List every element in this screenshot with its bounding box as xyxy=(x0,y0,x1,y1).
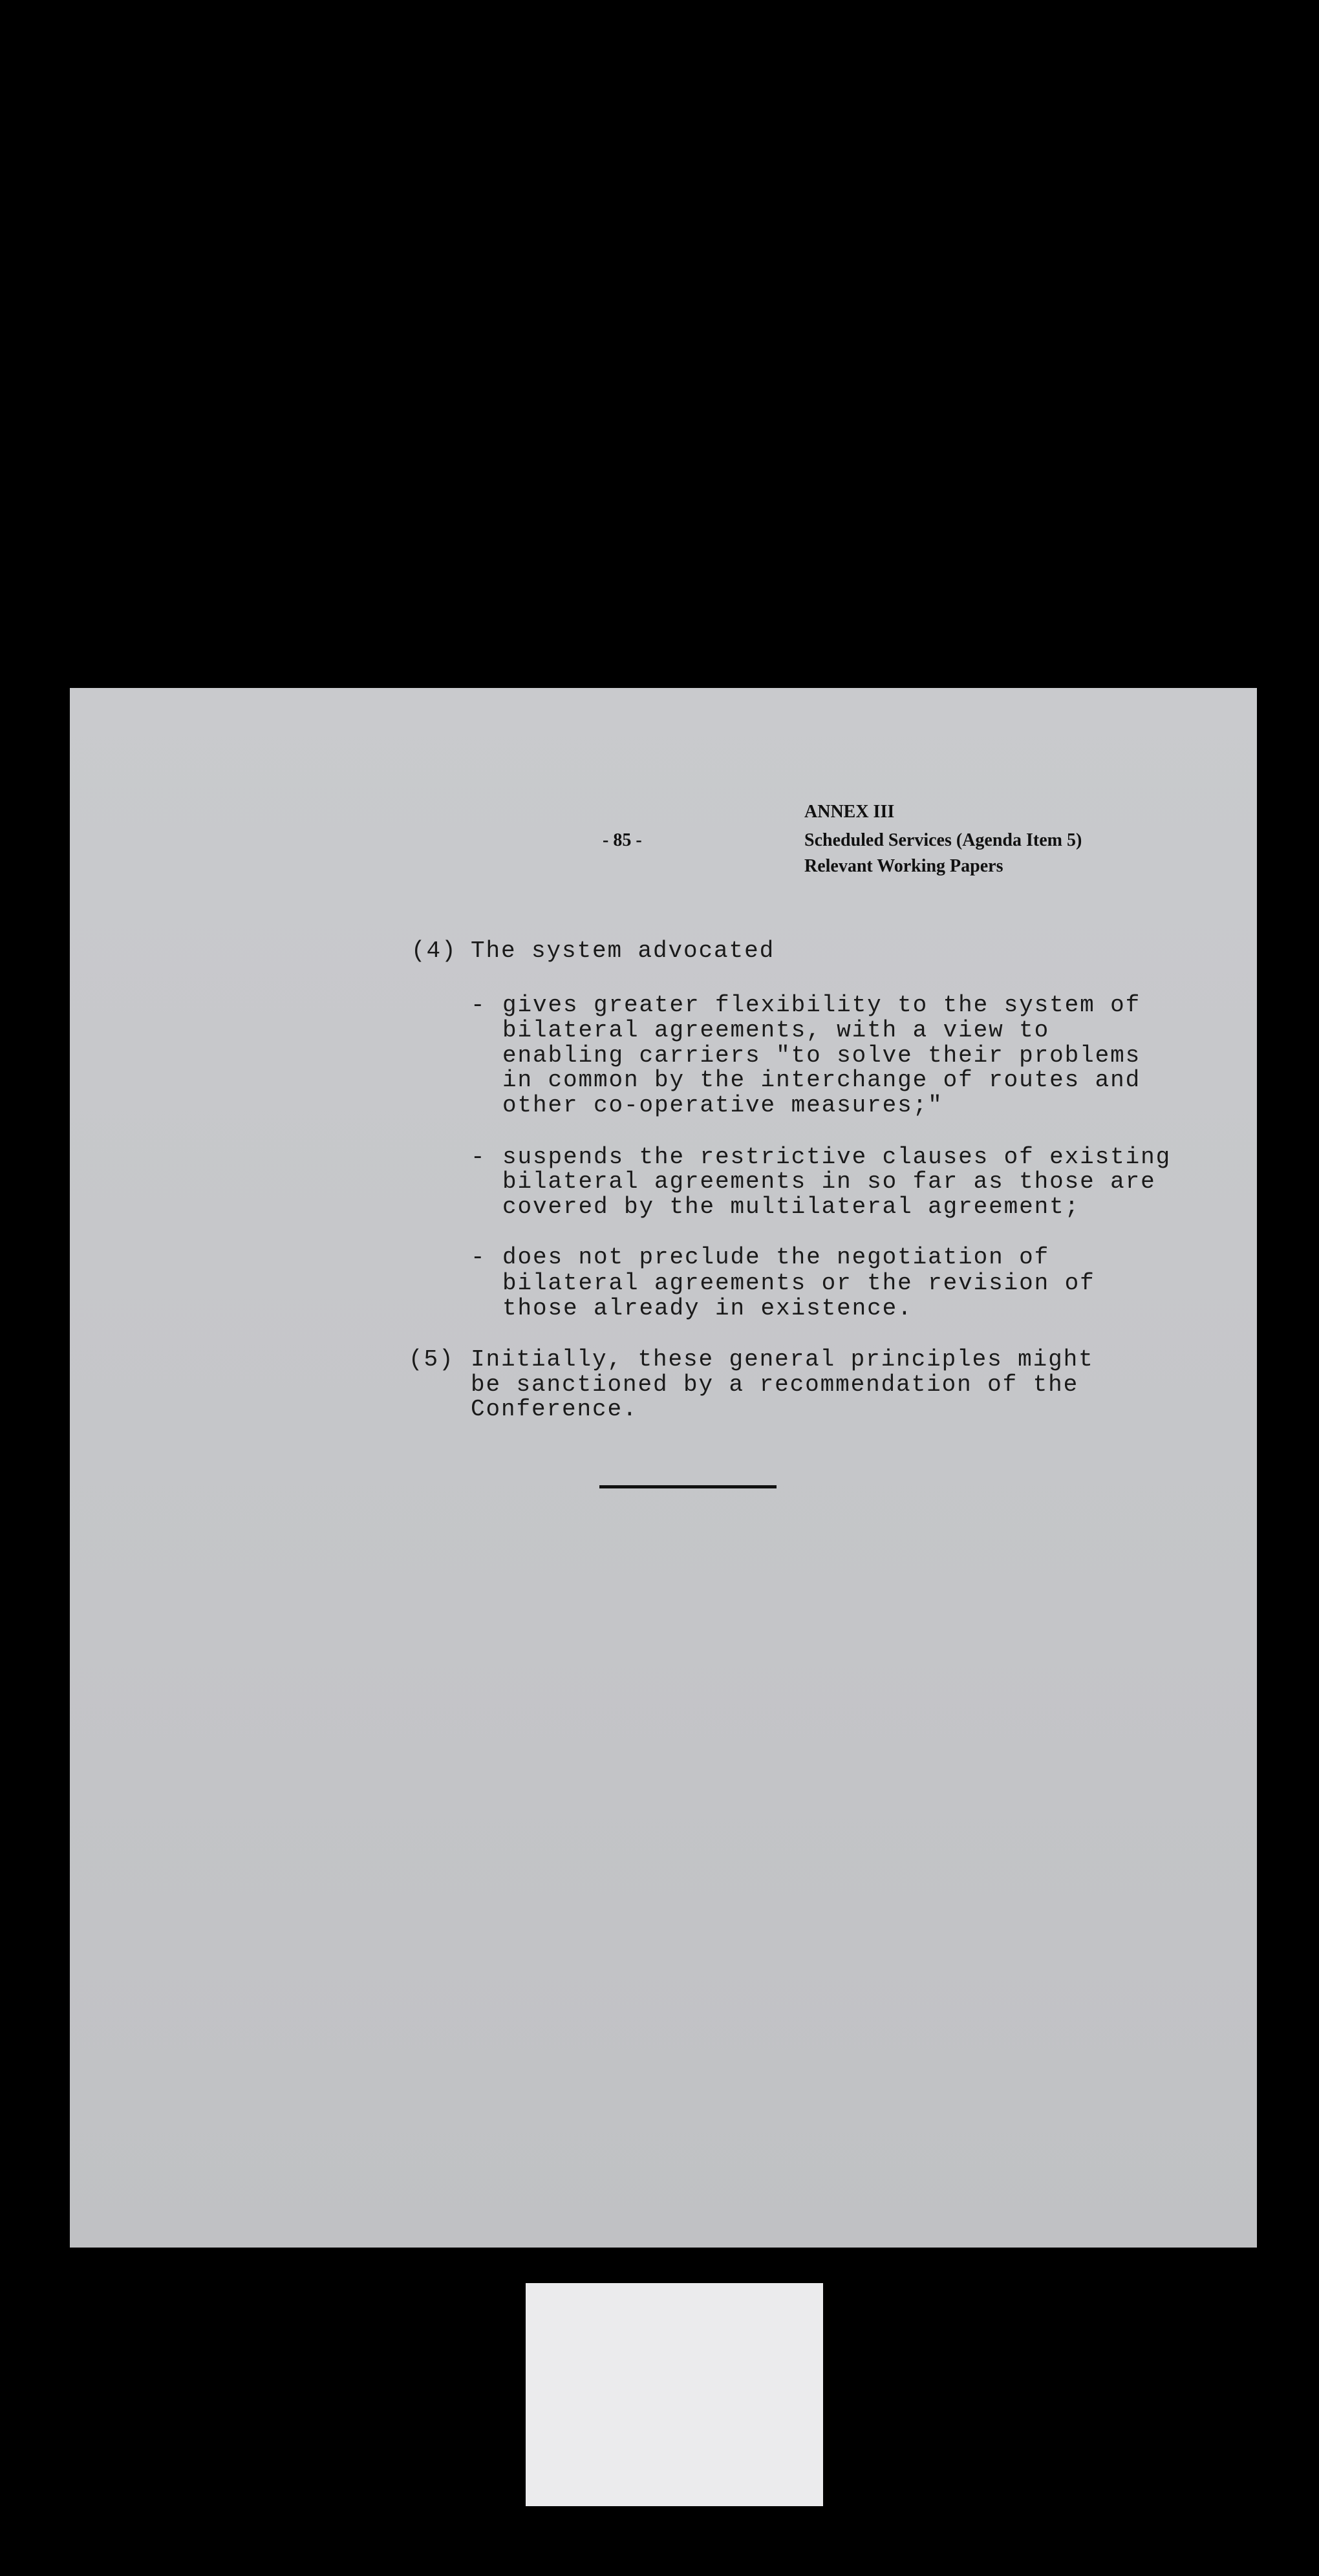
page-number: - 85 - xyxy=(603,830,642,850)
item-4-marker: (4) xyxy=(411,938,457,964)
bullet-line: covered by the multilateral agreement; xyxy=(502,1194,1080,1220)
item-5-line: be sanctioned by a recommendation of the xyxy=(471,1371,1079,1398)
bullet-dash: - xyxy=(471,1244,486,1271)
document-page xyxy=(70,688,1257,2248)
bullet-line: enabling carriers "to solve their problems xyxy=(502,1042,1141,1069)
item-4-lead: The system advocated xyxy=(471,938,775,964)
bullet-line: bilateral agreements in so far as those are xyxy=(502,1168,1156,1195)
bullet-line: does not preclude the negotiation of xyxy=(502,1244,1050,1271)
item-5-line: Conference. xyxy=(471,1396,638,1422)
bullet-dash: - xyxy=(471,1144,486,1170)
bullet-line: those already in existence. xyxy=(502,1295,913,1322)
annex-title: ANNEX III xyxy=(804,802,895,822)
bullet-line: gives greater flexibility to the system of xyxy=(502,992,1141,1018)
item-5-line: Initially, these general principles might xyxy=(471,1346,1094,1373)
bullet-line: in common by the interchange of routes and xyxy=(502,1067,1141,1093)
bullet-line: other co-operative measures;" xyxy=(502,1092,943,1119)
section-title: Scheduled Services (Agenda Item 5) xyxy=(804,830,1082,850)
bullet-line: bilateral agreements or the revision of xyxy=(502,1270,1095,1296)
bullet-line: suspends the restrictive clauses of existing xyxy=(502,1144,1172,1170)
bullet-line: bilateral agreements, with a view to xyxy=(502,1017,1050,1044)
item-5-marker: (5) xyxy=(409,1346,455,1373)
blank-target-card xyxy=(526,2283,823,2506)
bullet-dash: - xyxy=(471,992,486,1018)
closing-rule xyxy=(599,1485,777,1488)
section-subtitle: Relevant Working Papers xyxy=(804,856,1003,876)
